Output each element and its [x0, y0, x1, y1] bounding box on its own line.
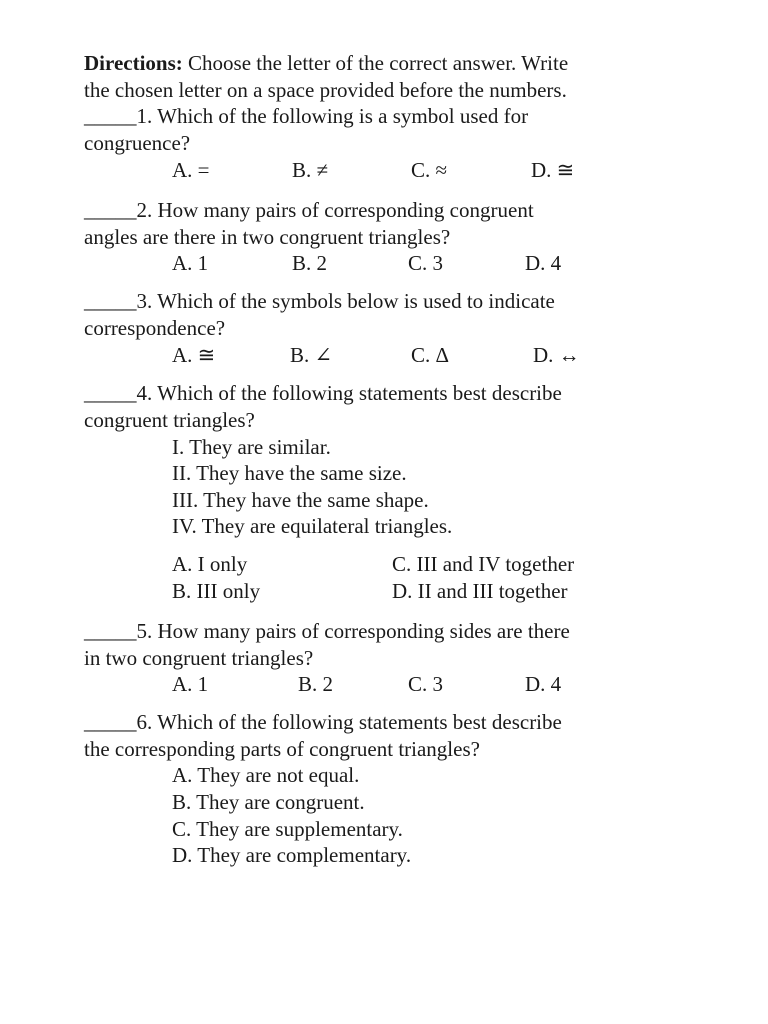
question-2-line-1: _____2. How many pairs of corresponding congruent: [84, 198, 534, 222]
directions-text: Choose the letter of the correct answer. Write: [188, 51, 569, 75]
question-1-line-2: congruence?: [84, 131, 191, 155]
question-1-choice-d: D. ≅: [531, 158, 575, 182]
question-5-line-2: in two congruent triangles?: [84, 646, 314, 670]
question-6-choice-a: A. They are not equal.: [172, 763, 360, 787]
question-5-choice-d: D. 4: [525, 672, 562, 696]
question-4-choice-d: D. II and III together: [392, 579, 568, 603]
directions-line-1: [84, 50, 568, 76]
question-3-choice-b: B. ∠: [290, 343, 333, 367]
question-5-line-1: _____5. How many pairs of corresponding sides are there: [84, 619, 570, 643]
question-6-choice-d: D. They are complementary.: [172, 843, 412, 867]
question-2-choice-a: A. 1: [172, 251, 209, 275]
question-5-choice-b: B. 2: [298, 672, 334, 696]
question-4-choice-a: A. I only: [172, 552, 248, 576]
question-5-choice-c: C. 3: [408, 672, 444, 696]
question-6-choice-b: B. They are congruent.: [172, 790, 365, 814]
question-4-statement-3: III. They have the same shape.: [172, 488, 429, 512]
question-3-line-2: correspondence?: [84, 316, 226, 340]
question-2-line-2: angles are there in two congruent triangles?: [84, 225, 451, 249]
question-6-line-2: the corresponding parts of congruent triangles?: [84, 737, 480, 761]
question-1-choice-b: B. ≠: [292, 158, 329, 182]
question-2-choice-b: B. 2: [292, 251, 328, 275]
question-3-line-1: _____3. Which of the symbols below is used to indicate: [84, 289, 555, 313]
question-4-statement-4: IV. They are equilateral triangles.: [172, 514, 453, 538]
question-4-line-1: _____4. Which of the following statements best describe: [84, 381, 562, 405]
directions-line-2: the chosen letter on a space provided before the numbers.: [84, 78, 567, 102]
question-4-statement-1: I. They are similar.: [172, 435, 331, 459]
question-3-choice-d: D. ↔: [533, 343, 580, 367]
question-3-choice-a: A. ≅: [172, 343, 216, 367]
question-4-statement-2: II. They have the same size.: [172, 461, 407, 485]
question-1-choice-c: C. ≈: [411, 158, 448, 182]
question-6-line-1: _____6. Which of the following statements best describe: [84, 710, 562, 734]
question-1-line-1: _____1. Which of the following is a symbol used for: [84, 104, 529, 128]
question-4-choice-c: C. III and IV together: [392, 552, 575, 576]
question-1-choice-a: A. =: [172, 158, 210, 182]
question-3-choice-c: C. Δ: [411, 343, 450, 367]
question-2-choice-d: D. 4: [525, 251, 562, 275]
question-4-line-2: congruent triangles?: [84, 408, 255, 432]
question-5-choice-a: A. 1: [172, 672, 209, 696]
question-2-choice-c: C. 3: [408, 251, 444, 275]
question-4-choice-b: B. III only: [172, 579, 261, 603]
directions-label: Directions:: [84, 51, 183, 75]
question-6-choice-c: C. They are supplementary.: [172, 817, 403, 841]
